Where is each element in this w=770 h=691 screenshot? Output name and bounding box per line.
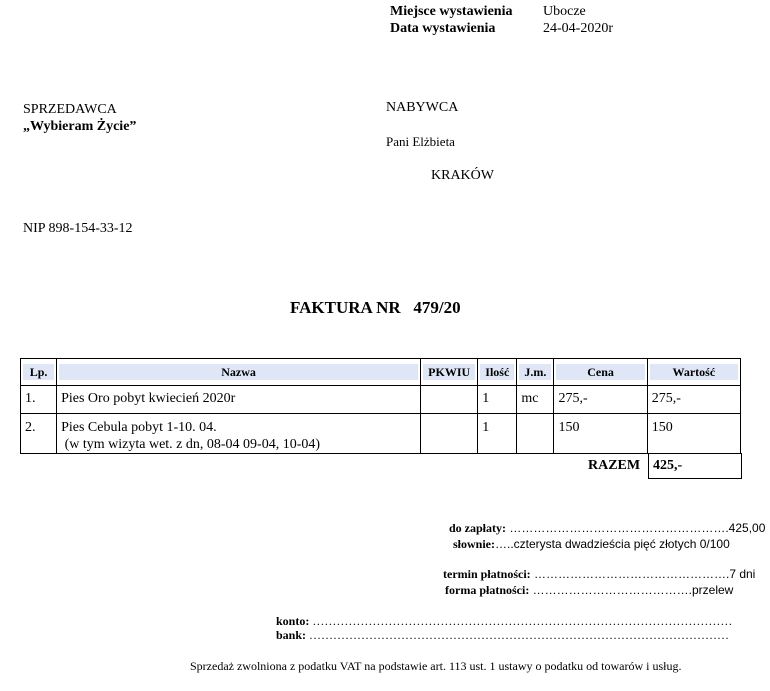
col-header-unit: J.m. [517,359,554,386]
col-header-price: Cena [554,359,647,386]
due-line [449,521,765,536]
cell-name-line2: (w tym wizyta wet. z dn, 08-04 09-04, 10-04) [61,437,321,452]
place-label: Miejsce wystawienia [390,4,513,19]
bank-line [276,628,729,643]
items-table [20,358,741,454]
buyer-name: Pani Elżbieta [386,134,455,149]
bank-value: …………………………………………………………………………………………… [306,628,730,642]
cell-pkwiu [421,414,478,454]
seller-label: SPRZEDAWCA [23,102,117,117]
invoice-title [290,298,461,318]
seller-name: „Wybieram Życie” [23,119,137,134]
col-header-qty: Ilość [478,359,517,386]
place-value: Ubocze [543,4,586,19]
cell-qty: 1 [478,386,517,414]
cell-name [57,414,421,454]
words-line [453,537,730,552]
cell-value: 275,- [647,386,740,414]
cell-name-line1: Pies Cebula pobyt 1-10. 04. [61,420,217,435]
bank-label: bank: [276,628,307,642]
cell-qty: 1 [478,414,517,454]
invoice-number: 479/20 [413,298,461,317]
buyer-label: NABYWCA [386,100,459,115]
term-line [443,567,755,582]
term-label: termin płatności: [443,567,531,581]
col-header-pkwiu: PKWIU [421,359,478,386]
col-header-lp: Lp. [21,359,57,386]
total-value: 425,- [653,458,683,473]
words-value: …..czterysta dwadzieścia pięć złotych 0/100 [495,537,730,551]
form-label: forma płatności: [445,583,530,597]
total-label: RAZEM [588,458,641,473]
term-value: ………………………………………….7 dni [530,567,756,581]
cell-name: Pies Oro pobyt kwiecień 2020r [57,386,421,414]
total-box [648,453,742,479]
cell-price: 275,- [554,386,647,414]
due-value: ……………………………………………….425,00 [506,521,766,535]
seller-nip: NIP 898-154-33-12 [23,221,133,236]
table-row [21,386,741,414]
cell-pkwiu [421,386,478,414]
col-header-name: Nazwa [57,359,421,386]
form-line [445,583,733,598]
table-row [21,414,741,454]
account-value: …………………………………………………………………………………………… [309,614,733,628]
due-label: do zapłaty: [449,521,506,535]
date-label: Data wystawienia [390,21,496,36]
cell-unit [517,414,554,454]
table-header-row [21,359,741,386]
cell-value: 150 [647,414,740,454]
cell-price: 150 [554,414,647,454]
form-value: ………………………………….przelew [529,583,734,597]
cell-lp: 1. [21,386,57,414]
vat-exemption-note: Sprzedaż zwolniona z podatku VAT na podstawie art. 113 ust. 1 ustawy o podatku od towarów i usług. [190,659,682,673]
invoice-title-label: FAKTURA NR [290,298,401,317]
account-line [276,614,732,629]
buyer-city: KRAKÓW [431,168,494,183]
words-label: słownie: [453,537,495,551]
account-label: konto: [276,614,310,628]
cell-unit: mc [517,386,554,414]
col-header-value: Wartość [647,359,740,386]
date-value: 24-04-2020r [543,21,613,36]
cell-lp: 2. [21,414,57,454]
